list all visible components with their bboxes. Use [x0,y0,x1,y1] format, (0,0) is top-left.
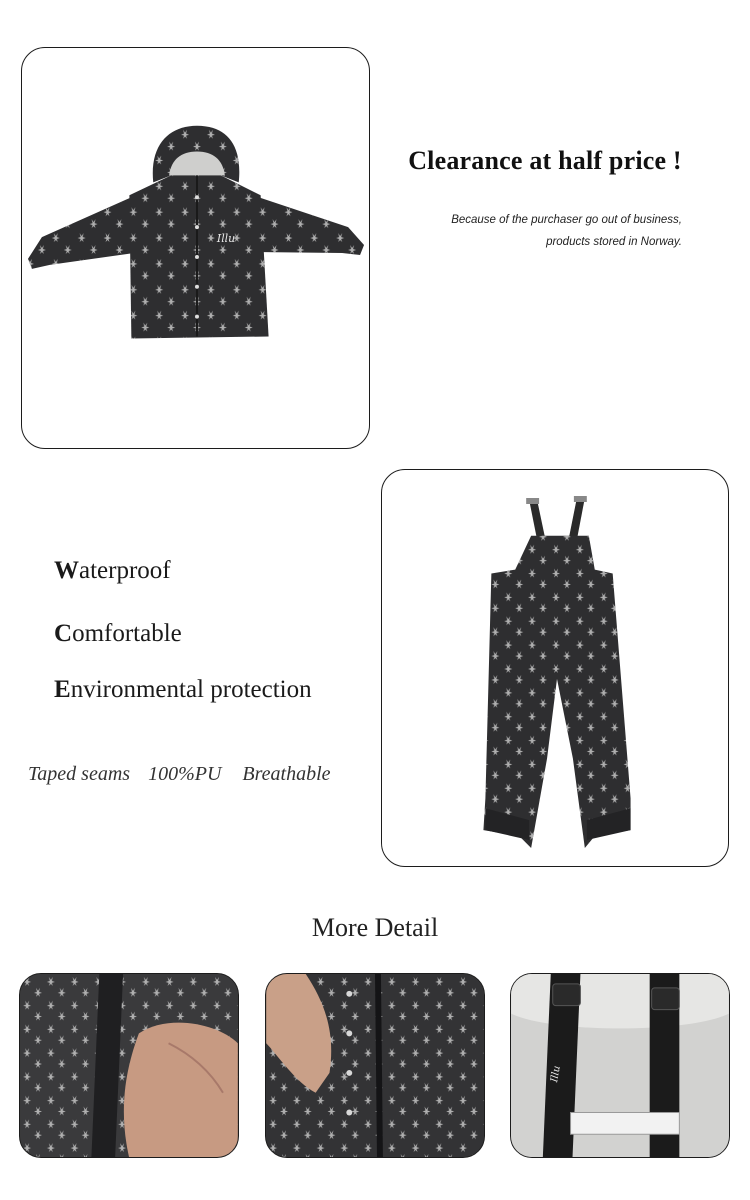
pocket-detail-photo [20,974,238,1157]
feature-waterproof [54,557,171,585]
more-detail-title: More Detail [311,913,439,942]
detail-image-straps [510,973,730,1158]
straps-detail-photo [511,974,729,1157]
promo-subline-2: products stored in Norway. [546,236,682,248]
feature-text: aterproof [79,557,171,584]
overalls-image-card [381,469,729,867]
feature-tags [28,763,331,786]
zipper-detail-photo [266,974,484,1157]
tag-breathable: Breathable [242,763,331,785]
jacket-image-card [21,47,370,449]
clearance-headline: Clearance at half price ! [408,146,682,175]
feature-text: nvironmental protection [70,676,312,703]
strap-logo-text: Illu [549,1064,563,1084]
feature-environmental-protection [54,676,312,704]
feature-initial: W [54,557,79,584]
feature-initial: C [54,620,73,647]
detail-image-zipper [265,973,485,1158]
promo-subline-1: Because of the purchaser go out of business, [451,214,682,226]
tag-100-pu: 100%PU [148,763,222,785]
feature-initial: E [54,676,71,703]
jacket-logo-text: Illu [216,232,236,246]
detail-image-pocket [19,973,239,1158]
feature-comfortable [54,620,182,648]
rain-overalls-image [382,470,728,866]
tag-taped-seams: Taped seams [28,763,131,785]
rain-jacket-image [22,48,369,448]
feature-text: omfortable [72,620,182,647]
